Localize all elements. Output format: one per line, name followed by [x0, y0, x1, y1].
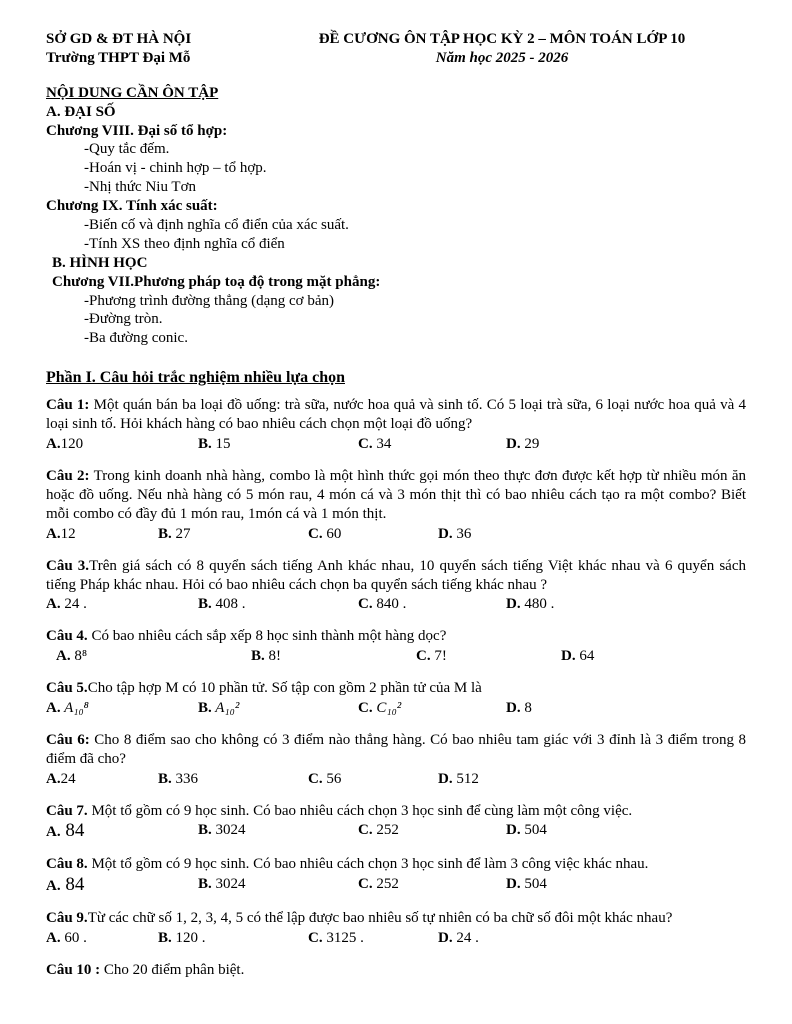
chapter-item: -Phương trình đường thẳng (dạng cơ bản) [84, 292, 335, 309]
option-value: 29 [520, 436, 540, 453]
question-stem [46, 731, 746, 769]
option-letter: C. [308, 770, 323, 787]
question-text: Cho 20 điểm phân biệt. [100, 961, 245, 978]
option-letter: A. [56, 648, 71, 665]
option-value: 24 . [60, 596, 87, 613]
option-value: C₁₀² [372, 699, 402, 716]
option-value: 64 [575, 648, 595, 665]
option-b [198, 595, 358, 614]
question-label: Câu 9. [46, 910, 88, 927]
option-value: 24 [60, 770, 76, 787]
org-name: SỞ GD & ĐT HÀ NỘI [46, 31, 192, 47]
option-a [46, 595, 198, 614]
options-row [46, 929, 746, 948]
option-letter: C. [358, 596, 373, 613]
option-value: 504 [520, 876, 547, 893]
option-a [46, 770, 158, 789]
option-value: 60 . [60, 930, 87, 946]
option-letter: B. [158, 525, 172, 542]
option-letter: A. [46, 525, 61, 542]
chapter-item: -Tính XS theo định nghĩa cổ điển [84, 235, 285, 252]
option-b [158, 770, 308, 789]
option-letter: B. [251, 648, 265, 665]
option-b [158, 525, 308, 544]
option-c [358, 435, 506, 454]
option-letter: A. [46, 596, 61, 613]
option-value: 7! [430, 648, 447, 665]
option-a [46, 435, 198, 454]
option-letter: D. [438, 930, 453, 946]
option-d [438, 525, 746, 544]
option-a [46, 525, 158, 544]
option-value: 120 . [171, 930, 206, 946]
option-a [46, 875, 198, 896]
question-stem [46, 909, 746, 928]
question-4 [46, 627, 746, 666]
option-letter: B. [198, 699, 212, 716]
question-label: Câu 2: [46, 468, 90, 485]
option-value: 504 [520, 822, 547, 839]
option-value: 480 . [520, 596, 555, 613]
option-value: 60 [322, 525, 342, 542]
chapter-item: -Ba đường conic. [84, 330, 188, 347]
option-value: 512 [452, 770, 479, 787]
option-c [308, 770, 438, 789]
option-c [358, 875, 506, 896]
option-letter: B. [198, 822, 212, 839]
option-value: 840 . [372, 596, 407, 613]
question-5 [46, 679, 746, 718]
question-label: Câu 1: [46, 397, 90, 414]
option-d [438, 770, 746, 789]
option-value: 408 . [211, 596, 246, 613]
option-b [198, 821, 358, 842]
option-letter: A. [46, 699, 61, 716]
option-value: 120 [60, 436, 84, 453]
option-c [308, 525, 438, 544]
question-10 [46, 961, 746, 980]
chapter-title: Chương VII.Phương pháp toạ độ trong mặt phẳng: [52, 273, 381, 290]
option-value: 56 [322, 770, 342, 787]
option-letter: D. [506, 822, 521, 839]
options-row [46, 435, 746, 454]
question-label: Câu 8. [46, 856, 88, 873]
option-b [251, 647, 416, 666]
question-label: Câu 3. [46, 557, 90, 574]
question-2 [46, 467, 746, 544]
option-letter: B. [158, 930, 172, 946]
option-letter: B. [158, 770, 172, 787]
question-7 [46, 802, 746, 843]
option-c [358, 699, 506, 718]
chapter-title: Chương VIII. Đại số tổ hợp: [46, 122, 228, 139]
option-value: 3024 [211, 822, 246, 839]
question-stem [46, 855, 746, 874]
option-letter: A. [46, 878, 61, 895]
question-text: Một tổ gồm có 9 học sinh. Có bao nhiêu cách chọn 3 học sinh để cùng làm một công việc. [87, 802, 633, 819]
option-value: 36 [452, 525, 472, 542]
options-row [46, 525, 746, 544]
option-letter: A. [46, 770, 61, 787]
question-stem [46, 627, 746, 646]
option-c [308, 929, 438, 948]
group-heading-geometry: B. HÌNH HỌC [52, 254, 148, 271]
option-value: 3024 [211, 876, 246, 893]
question-label: Câu 7. [46, 802, 88, 819]
option-letter: C. [358, 876, 373, 893]
question-text: Từ các chữ số 1, 2, 3, 4, 5 có thể lập được bao nhiêu số tự nhiên có ba chữ số đôi một khác nhau? [87, 910, 673, 927]
option-a [46, 929, 158, 948]
question-stem [46, 802, 746, 821]
options-row [46, 875, 746, 896]
option-value: 252 [372, 876, 399, 893]
option-letter: D. [506, 699, 521, 716]
option-value: A₁₀⁸ [60, 699, 89, 716]
option-b [158, 929, 308, 948]
question-1 [46, 396, 746, 454]
question-label: Câu 10 : [46, 961, 101, 978]
option-value: 8⁸ [70, 648, 88, 665]
option-value: 84 [60, 820, 85, 842]
option-d [506, 435, 746, 454]
option-letter: A. [46, 930, 61, 946]
option-b [198, 699, 358, 718]
option-a [46, 699, 198, 718]
chapter-title: Chương IX. Tính xác suất: [46, 198, 218, 215]
header-left-block [46, 30, 284, 68]
options-row [46, 821, 746, 842]
group-heading-algebra: A. ĐẠI SỐ [46, 103, 116, 120]
question-stem [46, 679, 746, 698]
question-8 [46, 855, 746, 896]
option-letter: D. [506, 596, 521, 613]
school-name: Trường THPT Đại Mỗ [46, 49, 191, 66]
option-d [506, 595, 746, 614]
outline-title: NỘI DUNG CẦN ÔN TẬP [46, 84, 219, 101]
option-letter: D. [438, 770, 453, 787]
option-letter: A. [46, 436, 61, 453]
question-stem [46, 396, 746, 434]
option-letter: C. [416, 648, 431, 665]
option-d [561, 647, 746, 666]
option-letter: B. [198, 596, 212, 613]
question-text: Trong kinh doanh nhà hàng, combo là một hình thức gọi món theo thực đơn được kết hợp từ nhiều món ăn hoặc đồ uống. Nếu nhà hàng có 5 món rau, 4 món cá và 3 món thịt thì có bao nhiêu cách tạo ra một combo? Biết mỗi combo có đầy đủ 1 món rau, 1món cá và 1 món thịt. [46, 468, 746, 522]
option-letter: A. [46, 824, 61, 841]
question-9 [46, 909, 746, 948]
option-letter: D. [506, 876, 521, 893]
option-a [46, 821, 198, 842]
options-row [46, 647, 746, 666]
question-label: Câu 4. [46, 628, 88, 645]
option-value: 15 [211, 436, 231, 453]
option-letter: D. [506, 436, 521, 453]
option-letter: C. [308, 525, 323, 542]
option-c [358, 595, 506, 614]
question-label: Câu 5. [46, 680, 88, 697]
question-stem [46, 557, 746, 595]
option-letter: C. [358, 699, 373, 716]
question-stem [46, 467, 746, 524]
option-value: 252 [372, 822, 399, 839]
review-outline [46, 84, 746, 348]
question-text: Trên giá sách có 8 quyển sách tiếng Anh khác nhau, 10 quyển sách tiếng Việt khác nhau và 6 quyển sách tiếng Pháp khác nhau. Hỏi có bao nhiêu cách chọn ba quyển sách tiếng khác nhau ? [46, 557, 746, 593]
option-value: 24 . [452, 930, 479, 946]
option-c [358, 821, 506, 842]
option-c [416, 647, 561, 666]
option-d [506, 699, 746, 718]
question-text: Cho tập hợp M có 10 phần tử. Số tập con gồm 2 phần tử của M là [87, 680, 482, 697]
option-b [198, 435, 358, 454]
option-letter: C. [358, 822, 373, 839]
question-3 [46, 557, 746, 615]
question-label: Câu 6: [46, 731, 90, 748]
question-6 [46, 731, 746, 789]
header-center-block [284, 30, 720, 68]
option-value: A₁₀² [211, 699, 240, 716]
question-text: Một quán bán ba loại đồ uống: trà sữa, nước hoa quả và sinh tố. Có 5 loại trà sữa, 6 loại nước hoa quả và 4 loại sinh tố. Hỏi khách hàng có bao nhiêu cách chọn một loại đồ uống? [46, 397, 747, 433]
option-value: 3125 . [322, 930, 364, 946]
option-a [46, 647, 251, 666]
option-value: 336 [171, 770, 199, 787]
question-text: Một tổ gồm có 9 học sinh. Có bao nhiêu cách chọn 3 học sinh để làm 3 công việc khác nhau. [87, 856, 649, 873]
option-letter: D. [561, 648, 576, 665]
option-value: 84 [60, 874, 85, 896]
document-header [46, 30, 746, 68]
option-value: 8! [264, 648, 282, 665]
chapter-item: -Nhị thức Niu Tơn [84, 179, 197, 196]
option-value: 27 [171, 525, 191, 542]
option-letter: D. [438, 525, 453, 542]
chapter-item: -Đường tròn. [84, 311, 163, 328]
question-stem [46, 961, 746, 980]
option-value: 8 [520, 699, 532, 716]
option-value: 34 [372, 436, 392, 453]
option-value: 12 [60, 525, 76, 542]
doc-title: ĐỀ CƯƠNG ÔN TẬP HỌC KỲ 2 – MÔN TOÁN LỚP 10 [318, 31, 686, 47]
options-row [46, 595, 746, 614]
option-d [438, 929, 746, 948]
option-d [506, 821, 746, 842]
chapter-item: -Hoán vị - chinh hợp – tổ hợp. [84, 160, 267, 177]
option-letter: C. [308, 930, 323, 946]
options-row [46, 699, 746, 718]
option-letter: B. [198, 436, 212, 453]
question-text: Có bao nhiêu cách sắp xếp 8 học sinh thành một hàng dọc? [87, 628, 447, 645]
part1-title: Phần I. Câu hỏi trắc nghiệm nhiều lựa chọn [46, 369, 345, 387]
option-b [198, 875, 358, 896]
chapter-item: -Biến cố và định nghĩa cổ điển của xác suất. [84, 217, 349, 234]
options-row [46, 770, 746, 789]
option-letter: B. [198, 876, 212, 893]
school-year: Năm học 2025 - 2026 [435, 49, 569, 66]
chapter-item: -Quy tắc đếm. [84, 141, 170, 158]
option-letter: C. [358, 436, 373, 453]
option-d [506, 875, 746, 896]
question-text: Cho 8 điểm sao cho không có 3 điểm nào thẳng hàng. Có bao nhiêu tam giác với 3 đỉnh là 3 điểm trong 8 điểm đã cho? [46, 731, 747, 767]
